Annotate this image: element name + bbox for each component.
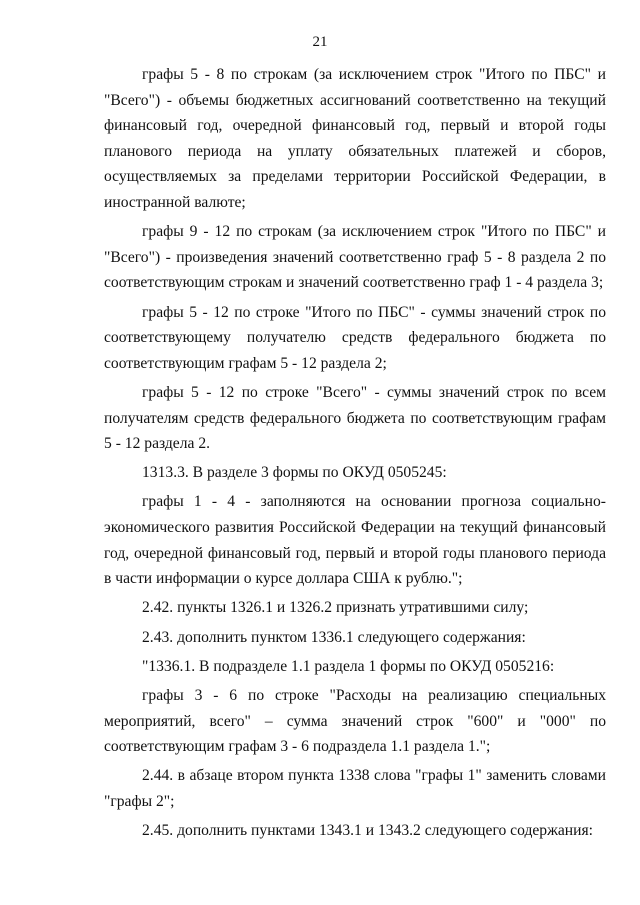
paragraph: 2.45. дополнить пунктами 1343.1 и 1343.2 следующего содержания: [142,822,593,840]
paragraph: 1313.3. В разделе 3 формы по ОКУД 0505245: [142,464,447,482]
paragraph: графы 5 - 12 по строке "Итого по ПБС" - суммы значений строк по соответствующему получателю средств федерального бюджета по соответствующим графам 5 - 12 раздела 2; [104,303,606,372]
paragraph: графы 3 - 6 по строке "Расходы на реализацию специальных мероприятий, всего" – сумма значений строк "600" и "000" по соответствующим графам 3 - 6 подраздела 1.1 раздела 1."; [104,687,606,756]
page-number: 21 [312,34,328,50]
paragraph: графы 9 - 12 по строкам (за исключением строк "Итого по ПБС" и "Всего") - произведения значений соответственно граф 5 - 8 раздела 2 по соответствующим строкам и значений соответственно граф 1 - 4 раздела 3; [104,223,606,292]
paragraph: графы 1 - 4 - заполняются на основании прогноза социально-экономического развития Российской Федерации на текущий финансовый год, очередной финансовый год, первый и второй годы планового периода в части информации о курсе доллара США к рублю."; [104,493,606,588]
document-body [104,62,606,847]
paragraph: "1336.1. В подразделе 1.1 раздела 1 формы по ОКУД 0505216: [142,657,555,675]
paragraph: графы 5 - 12 по строке "Всего" - суммы значений строк по всем получателям средств федерального бюджета по соответствующим графам 5 - 12 раздела 2. [104,383,606,453]
paragraph: графы 5 - 8 по строкам (за исключением строк "Итого по ПБС" и "Всего") - объемы бюджетных ассигнований соответственно на текущий финансовый год, очередной финансовый год, первый и второй годы планового периода на уплату обязательных платежей и сборов, осуществляемых за пределами территории Российской Федерации, в иностранной валюте; [104,66,606,211]
paragraph: 2.42. пункты 1326.1 и 1326.2 признать утратившими силу; [142,599,529,617]
paragraph: 2.43. дополнить пунктом 1336.1 следующего содержания: [142,628,526,646]
paragraph: 2.44. в абзаце втором пункта 1338 слова "графы 1" заменить словами "графы 2"; [104,767,606,810]
